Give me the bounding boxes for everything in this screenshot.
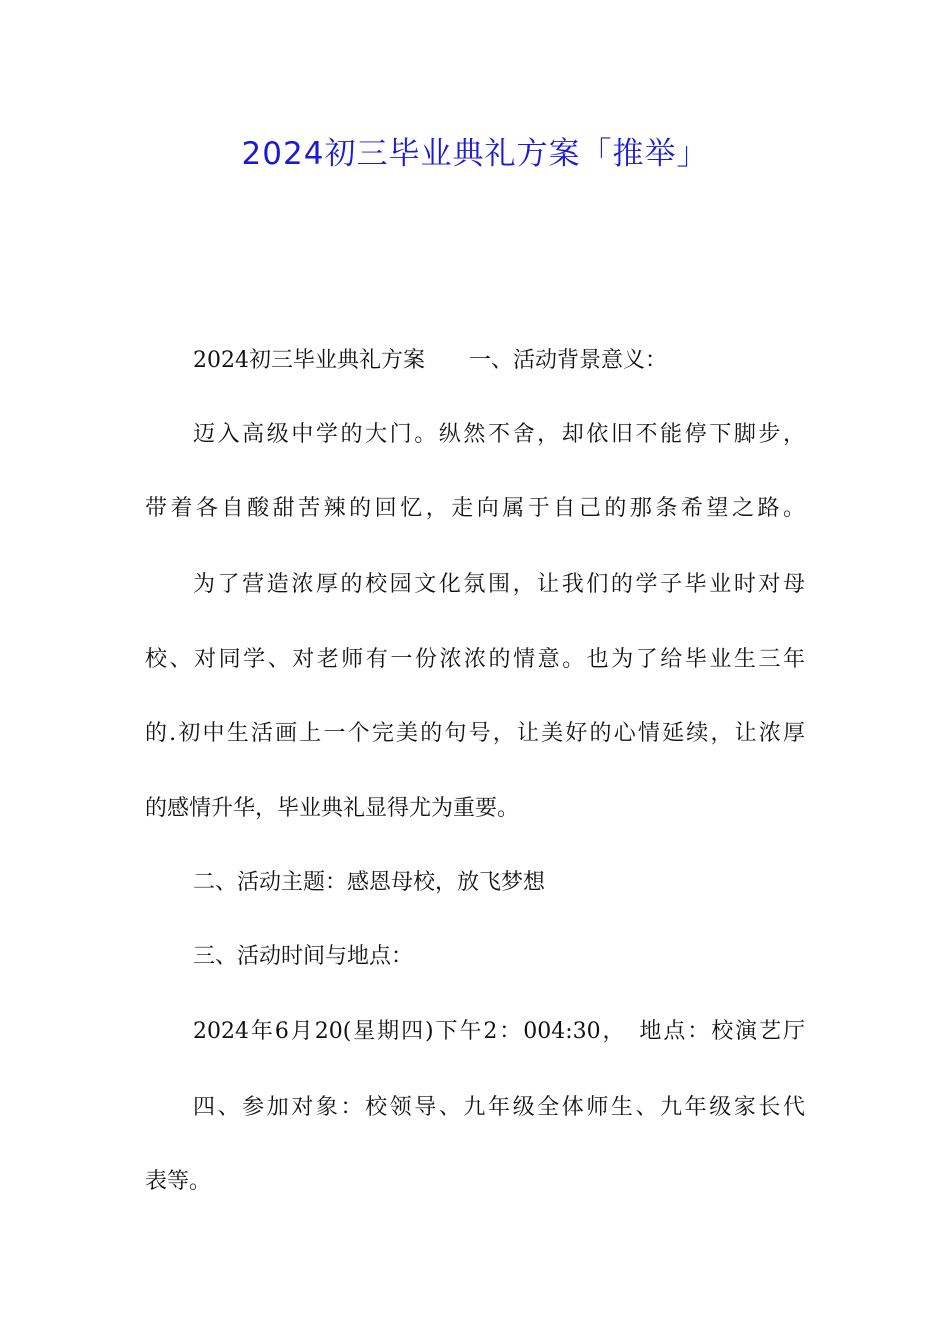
paragraph-line: 校、对同学、对老师有一份浓浓的情意。也为了给毕业生三年 (145, 647, 805, 672)
paragraph-line: 表等。 (145, 1169, 212, 1194)
section-heading: 三、活动时间与地点： (193, 944, 414, 969)
document-title: 2024初三毕业典礼方案「推举」 (241, 136, 709, 172)
paragraph-line: 迈入高级中学的大门。纵然不舍，却依旧不能停下脚步， (193, 422, 805, 447)
paragraph-line: 2024年6月20(星期四)下午2：004:30， 地点：校演艺厅 (193, 1019, 805, 1044)
paragraph-line: 2024初三毕业典礼方案 一、活动背景意义： (193, 348, 667, 373)
paragraph-line: 的.初中生活画上一个完美的句号，让美好的心情延续，让浓厚 (145, 721, 805, 746)
paragraph-line: 的感情升华，毕业典礼显得尤为重要。 (145, 796, 520, 821)
section-heading: 四、参加对象：校领导、九年级全体师生、九年级家长代 (193, 1095, 805, 1120)
paragraph-line: 为了营造浓厚的校园文化氛围，让我们的学子毕业时对母 (193, 572, 805, 597)
section-heading: 二、活动主题：感恩母校，放飞梦想 (193, 870, 546, 895)
paragraph-line: 带着各自酸甜苦辣的回忆，走向属于自己的那条希望之路。 (145, 496, 805, 521)
